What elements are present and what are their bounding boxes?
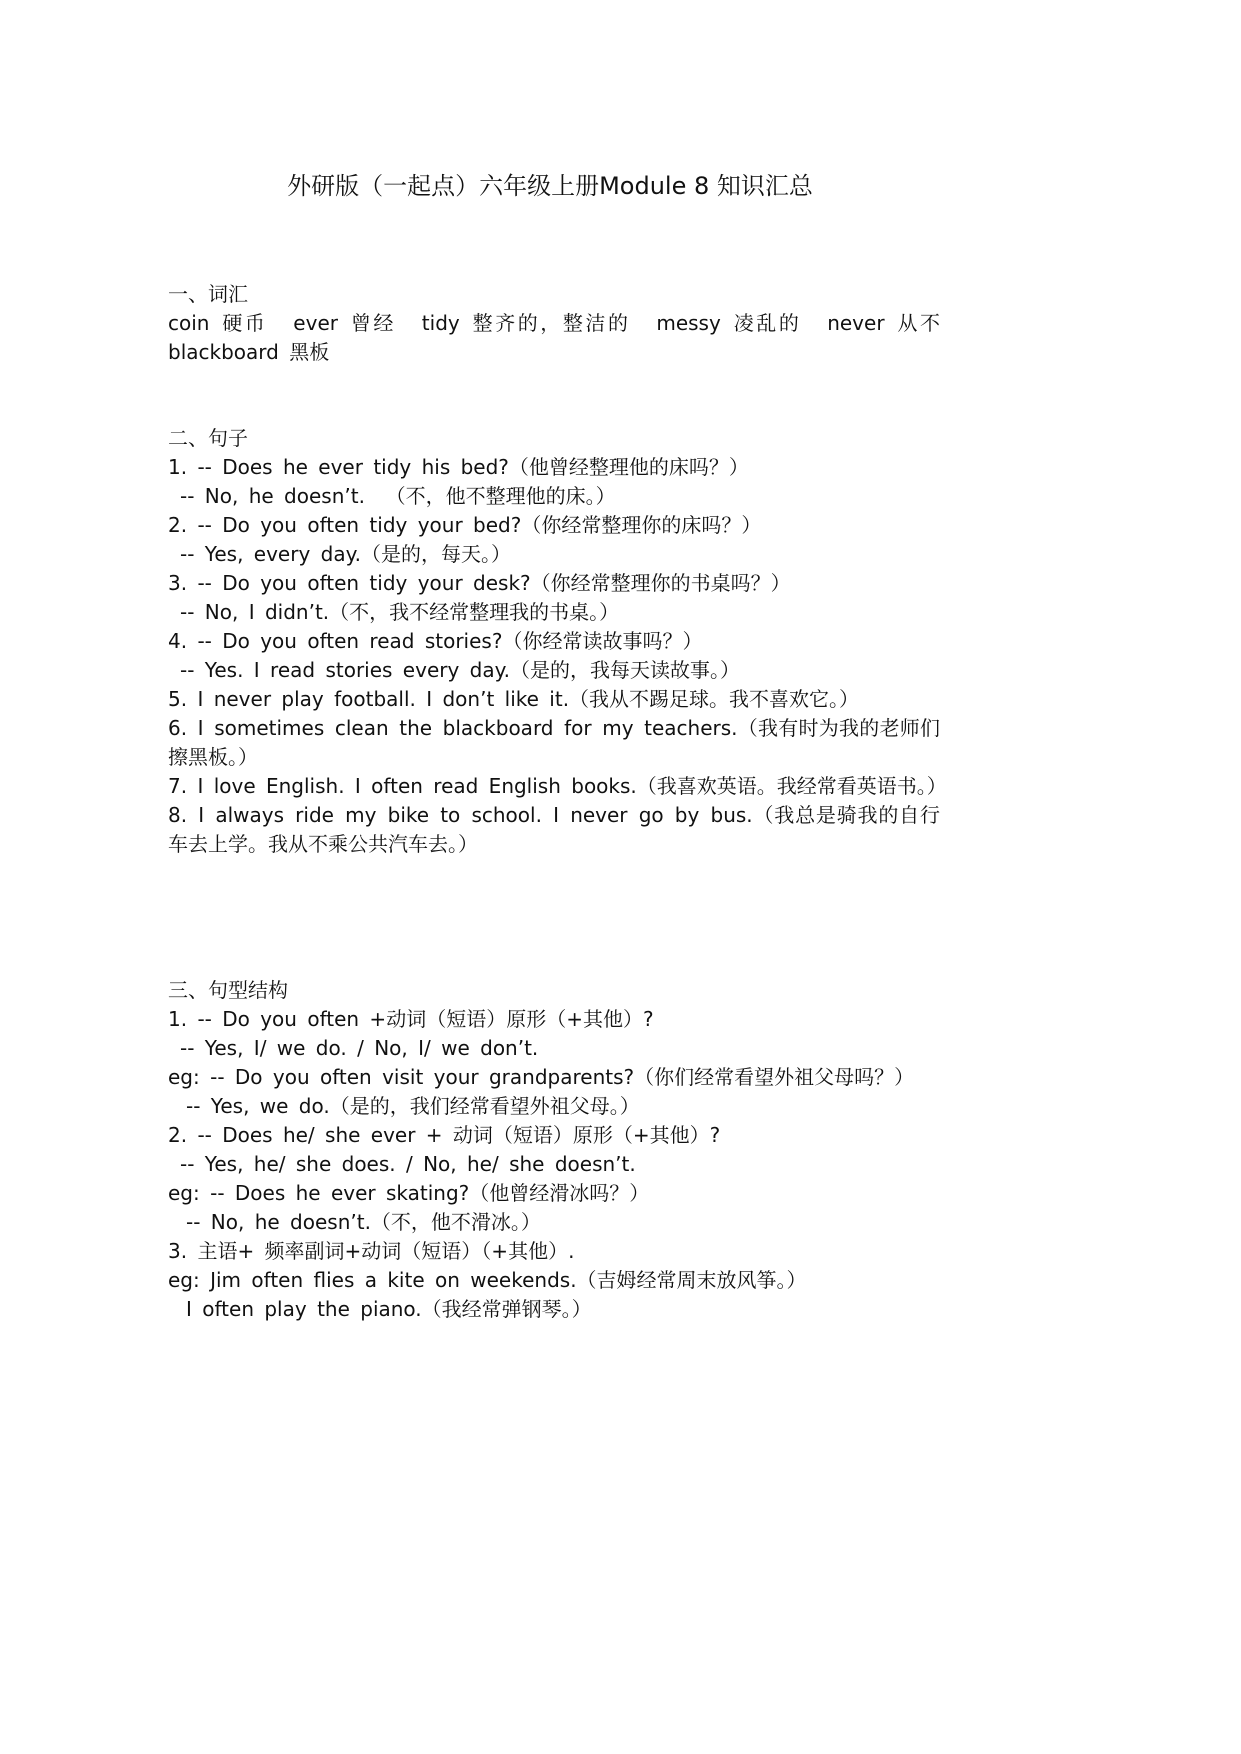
structure-item: -- Yes, I/ we do. / No, I/ we don’t. xyxy=(180,1036,539,1060)
sentence-item: -- No, I didn’t.（不，我不经常整理我的书桌。） xyxy=(180,600,620,624)
sentence-item: 5. I never play football. I don’t like it.（我从不踢足球。我不喜欢它。） xyxy=(168,687,860,711)
sentence-item: 6. I sometimes clean the blackboard for my teachers.（我有时为我的老师们擦黑板。） xyxy=(168,716,940,769)
structure-item: 1. -- Do you often +动词（短语）原形（+其他）? xyxy=(168,1007,654,1031)
sentence-item: -- Yes. I read stories every day.（是的，我每天读故事。） xyxy=(180,658,740,682)
section-heading: 一、词汇 xyxy=(168,282,248,306)
sentence-item: 2. -- Do you often tidy your bed?（你经常整理你的床吗？） xyxy=(168,513,762,537)
sentence-item: 1. -- Does he ever tidy his bed?（他曾经整理他的床吗？） xyxy=(168,455,749,479)
structure-item: I often play the piano.（我经常弹钢琴。） xyxy=(186,1297,592,1321)
sentence-item: 4. -- Do you often read stories?（你经常读故事吗？） xyxy=(168,629,703,653)
section-heading: 二、句子 xyxy=(168,426,248,450)
structure-item: -- Yes, he/ she does. / No, he/ she doesn’t. xyxy=(180,1152,636,1176)
page-title: 外研版（一起点）六年级上册Module 8 知识汇总 xyxy=(287,172,813,200)
structure-item: eg: -- Do you often visit your grandparents?（你们经常看望外祖父母吗？） xyxy=(168,1065,915,1089)
structures-section xyxy=(168,976,940,1324)
structure-item: eg: -- Does he ever skating?（他曾经滑冰吗？） xyxy=(168,1181,650,1205)
sentences-section xyxy=(168,424,947,859)
sentence-item: 8. I always ride my bike to school. I never go by bus.（我总是骑我的自行车去上学。我从不乘公共汽车去。） xyxy=(168,803,940,856)
structure-item: -- No, he doesn’t.（不，他不滑冰。） xyxy=(186,1210,541,1234)
structure-item: -- Yes, we do.（是的，我们经常看望外祖父母。） xyxy=(186,1094,640,1118)
vocabulary-list: coin 硬币 ever 曾经 tidy 整齐的，整洁的 messy 凌乱的 never 从不 blackboard 黑板 xyxy=(168,311,951,364)
structure-item: eg: Jim often flies a kite on weekends.（吉姆经常周末放风筝。） xyxy=(168,1268,807,1292)
structure-item: 2. -- Does he/ she ever + 动词（短语）原形（+其他）? xyxy=(168,1123,721,1147)
sentence-item: -- Yes, every day.（是的，每天。） xyxy=(180,542,511,566)
vocabulary-section xyxy=(168,280,951,367)
section-heading: 三、句型结构 xyxy=(168,978,288,1002)
structure-item: 3. 主语+ 频率副词+动词（短语）（+其他）. xyxy=(168,1239,575,1263)
sentence-item: 7. I love English. I often read English books.（我喜欢英语。我经常看英语书。） xyxy=(168,774,947,798)
sentence-item: -- No, he doesn’t. （不，他不整理他的床。） xyxy=(180,484,616,508)
sentence-item: 3. -- Do you often tidy your desk?（你经常整理你的书桌吗？） xyxy=(168,571,791,595)
